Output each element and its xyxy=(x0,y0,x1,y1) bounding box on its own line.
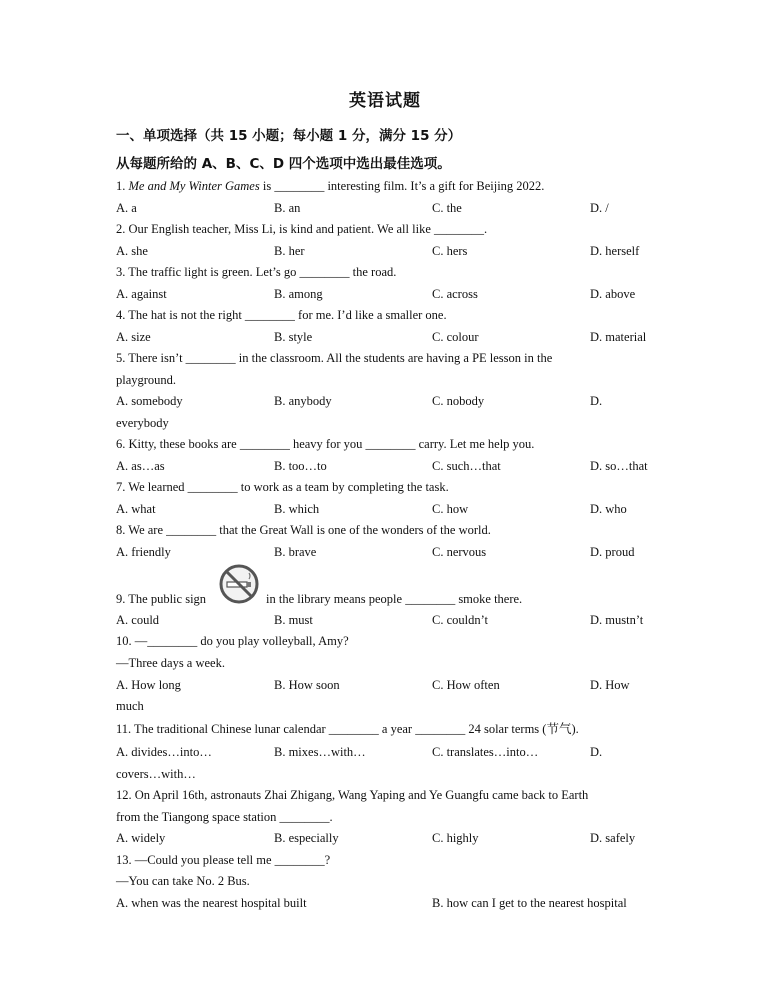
option-a: A. somebody xyxy=(116,394,183,408)
option-a: A. How long xyxy=(116,678,181,692)
question-4-stem: 4. The hat is not the right ________ for me. I’d like a smaller one. xyxy=(116,308,447,322)
question-9-stem-end: in the library means people ________ smoke there. xyxy=(266,592,523,606)
option-a: A. she xyxy=(116,244,148,258)
option-a: A. size xyxy=(116,330,151,344)
option-c: C. couldn’t xyxy=(432,613,489,627)
question-8-stem: 8. We are ________ that the Great Wall is one of the wonders of the world. xyxy=(116,523,491,537)
option-d: D. / xyxy=(590,201,609,215)
option-c: C. across xyxy=(432,287,478,301)
option-c: C. translates…into… xyxy=(432,745,539,759)
option-b: B. her xyxy=(274,244,305,258)
option-d: D. How xyxy=(590,678,630,692)
option-a: A. friendly xyxy=(116,545,171,559)
option-d: D. xyxy=(590,745,603,759)
question-7-stem: 7. We learned ________ to work as a team by completing the task. xyxy=(116,480,449,494)
question-5-stem: 5. There isn’t ________ in the classroom. All the students are having a PE lesson in the xyxy=(116,351,553,365)
option-b: B. especially xyxy=(274,831,339,845)
option-b: B. mixes…with… xyxy=(274,745,366,759)
option-d: D. safely xyxy=(590,831,636,845)
option-d: D. herself xyxy=(590,244,640,258)
option-d: D. mustn’t xyxy=(590,613,644,627)
page-title: 英语试题 xyxy=(349,91,421,111)
question-10-answer-line: —Three days a week. xyxy=(116,656,225,670)
option-c: C. hers xyxy=(432,244,468,258)
option-d: D. so…that xyxy=(590,459,648,473)
option-d: D. who xyxy=(590,502,627,516)
question-2-stem: 2. Our English teacher, Miss Li, is kind and patient. We all like ________. xyxy=(116,222,488,236)
question-10-stem: 10. —________ do you play volleyball, Amy? xyxy=(116,634,349,648)
option-b: B. anybody xyxy=(274,394,332,408)
option-d-wrap: much xyxy=(116,699,144,713)
option-c: C. highly xyxy=(432,831,479,845)
option-a: A. could xyxy=(116,613,160,627)
option-d: D. xyxy=(590,394,603,408)
option-d: D. material xyxy=(590,330,647,344)
option-d-wrap: everybody xyxy=(116,416,169,430)
option-c: C. colour xyxy=(432,330,479,344)
option-c: C. nervous xyxy=(432,545,487,559)
no-smoking-icon xyxy=(218,563,260,605)
question-11-stem: 11. The traditional Chinese lunar calendar ________ a year ________ 24 solar terms (节气). xyxy=(116,722,579,736)
option-b: B. which xyxy=(274,502,320,516)
question-13-stem: 13. —Could you please tell me ________? xyxy=(116,853,331,867)
film-title: Me and My Winter Games xyxy=(128,179,260,193)
option-a: A. when was the nearest hospital built xyxy=(116,896,307,910)
option-c: C. nobody xyxy=(432,394,485,408)
option-b: B. style xyxy=(274,330,313,344)
option-a: A. widely xyxy=(116,831,166,845)
option-b: B. brave xyxy=(274,545,317,559)
section-instruction: 从每题所给的 A、B、C、D 四个选项中选出最佳选项。 xyxy=(116,156,451,172)
option-a: A. what xyxy=(116,502,156,516)
option-d: D. above xyxy=(590,287,636,301)
question-12-stem-cont: from the Tiangong space station ________. xyxy=(116,810,333,824)
option-b: B. among xyxy=(274,287,323,301)
question-13-answer-line: —You can take No. 2 Bus. xyxy=(116,874,250,888)
option-b: B. too…to xyxy=(274,459,327,473)
option-b: B. an xyxy=(274,201,301,215)
question-12-stem: 12. On April 16th, astronauts Zhai Zhigang, Wang Yaping and Ye Guangfu came back to Earth xyxy=(116,788,589,802)
question-3-stem: 3. The traffic light is green. Let’s go ________ the road. xyxy=(116,265,397,279)
option-c: C. the xyxy=(432,201,462,215)
question-6-stem: 6. Kitty, these books are ________ heavy for you ________ carry. Let me help you. xyxy=(116,437,535,451)
option-c: C. such…that xyxy=(432,459,501,473)
option-b: B. must xyxy=(274,613,313,627)
option-b: B. how can I get to the nearest hospital xyxy=(432,896,627,910)
section-heading: 一、单项选择（共 15 小题；每小题 1 分，满分 15 分） xyxy=(116,128,462,144)
option-a: A. divides…into… xyxy=(116,745,212,759)
option-c: C. How often xyxy=(432,678,500,692)
option-a: A. a xyxy=(116,201,137,215)
question-5-stem-cont: playground. xyxy=(116,373,177,387)
option-d-wrap: covers…with… xyxy=(116,767,196,781)
option-d: D. proud xyxy=(590,545,635,559)
option-a: A. as…as xyxy=(116,459,165,473)
question-1-stem: 1. Me and My Winter Games is ________ interesting film. It’s a gift for Beijing 2022. xyxy=(116,179,545,193)
option-b: B. How soon xyxy=(274,678,340,692)
option-c: C. how xyxy=(432,502,469,516)
option-a: A. against xyxy=(116,287,167,301)
question-9-stem-start: 9. The public sign xyxy=(116,592,207,606)
